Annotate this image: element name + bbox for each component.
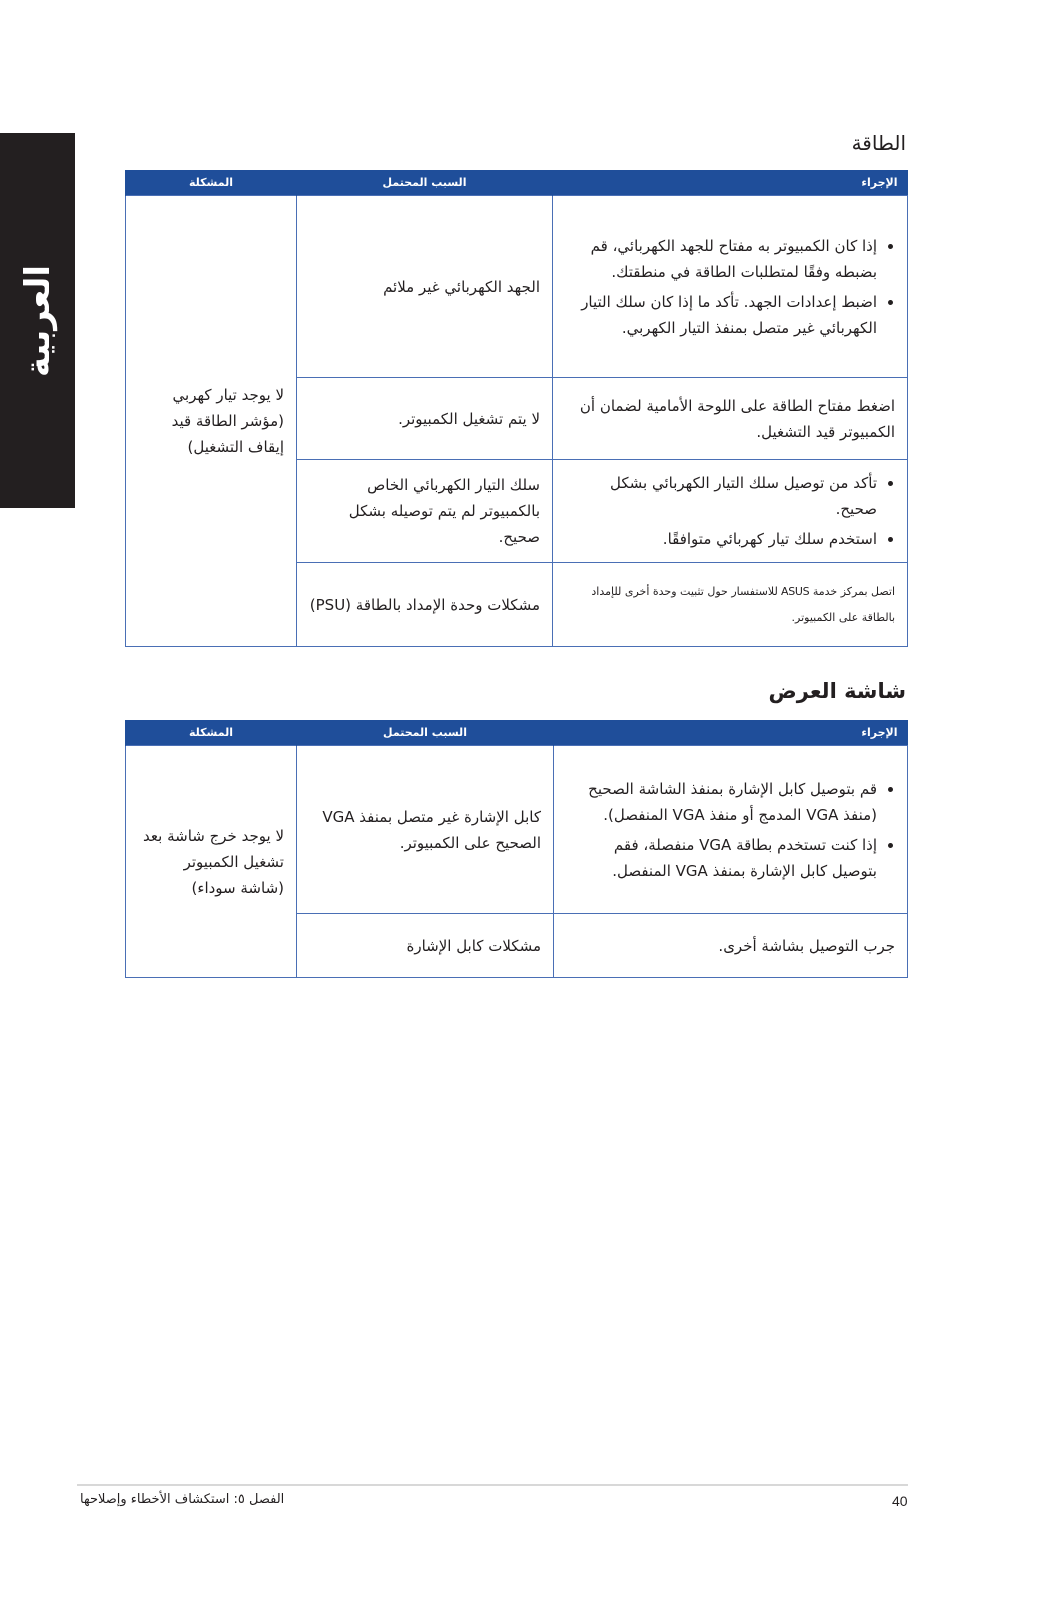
cause-cell: مشكلات وحدة الإمداد بالطاقة (PSU)	[297, 563, 553, 647]
page-number: 40	[892, 1493, 908, 1509]
action-item: • قم بتوصيل كابل الإشارة بمنفذ الشاشة الصحيح (منفذ VGA المدمج أو منفذ VGA المنفصل).	[566, 776, 877, 828]
cause-cell: لا يتم تشغيل الكمبيوتر.	[297, 378, 553, 460]
cause-cell: الجهد الكهربائي غير ملائم	[297, 196, 553, 378]
action-item: • استخدم سلك تيار كهربائي متوافقًا.	[565, 526, 877, 552]
header-action: الإجراء	[553, 170, 908, 196]
action-cell: جرب التوصيل بشاشة أخرى.	[554, 914, 908, 978]
action-cell: اضغط مفتاح الطاقة على اللوحة الأمامية لضمان أن الكمبيوتر قيد التشغيل.	[553, 378, 908, 460]
header-problem: المشكلة	[126, 170, 297, 196]
header-problem: المشكلة	[126, 720, 297, 746]
display-troubleshooting-table	[125, 720, 908, 978]
action-item: • تأكد من توصيل سلك التيار الكهربائي بشكل صحيح.	[565, 470, 877, 522]
action-item: • إذا كنت تستخدم بطاقة VGA منفصلة، فقم بتوصيل كابل الإشارة بمنفذ VGA المنفصل.	[566, 832, 877, 884]
footer-chapter-title: الفصل ٥: استكشاف الأخطاء وإصلاحها	[80, 1492, 285, 1507]
action-cell	[553, 196, 908, 378]
table-header-row	[126, 170, 908, 196]
action-cell	[553, 460, 908, 563]
table-header-row	[126, 720, 908, 746]
header-cause: السبب المحتمل	[297, 170, 553, 196]
action-cell: اتصل بمركز خدمة ASUS للاستفسار حول تثبيت وحدة أخرى للإمداد بالطاقة على الكمبيوتر.	[553, 563, 908, 647]
display-section-title: شاشة العرض	[768, 679, 906, 703]
problem-cell: لا يوجد خرج شاشة بعد تشغيل الكمبيوتر (شاشة سوداء)	[126, 746, 297, 978]
cause-cell: سلك التيار الكهربائي الخاص بالكمبيوتر لم يتم توصيله بشكل صحيح.	[297, 460, 553, 563]
cause-cell: مشكلات كابل الإشارة	[297, 914, 554, 978]
action-item: • اضبط إعدادات الجهد. تأكد ما إذا كان سلك التيار الكهربائي غير متصل بمنفذ التيار الكهربي.	[565, 289, 877, 341]
footer-divider	[77, 1484, 908, 1486]
problem-cell: لا يوجد تيار كهربي (مؤشر الطاقة قيد إيقاف التشغيل)	[126, 196, 297, 647]
header-action: الإجراء	[554, 720, 908, 746]
table-row	[126, 196, 908, 378]
cause-cell: كابل الإشارة غير متصل بمنفذ VGA الصحيح على الكمبيوتر.	[297, 746, 554, 914]
header-cause: السبب المحتمل	[297, 720, 554, 746]
language-tab-label: العربية	[17, 264, 58, 377]
table-row	[126, 746, 908, 914]
action-item: • إذا كان الكمبيوتر به مفتاح للجهد الكهربائي، قم بضبطه وفقًا لمتطلبات الطاقة في منطقتك.	[565, 233, 877, 285]
language-side-tab	[0, 133, 75, 508]
power-troubleshooting-table	[125, 170, 908, 647]
action-cell	[554, 746, 908, 914]
power-section-title: الطاقة	[851, 131, 906, 155]
